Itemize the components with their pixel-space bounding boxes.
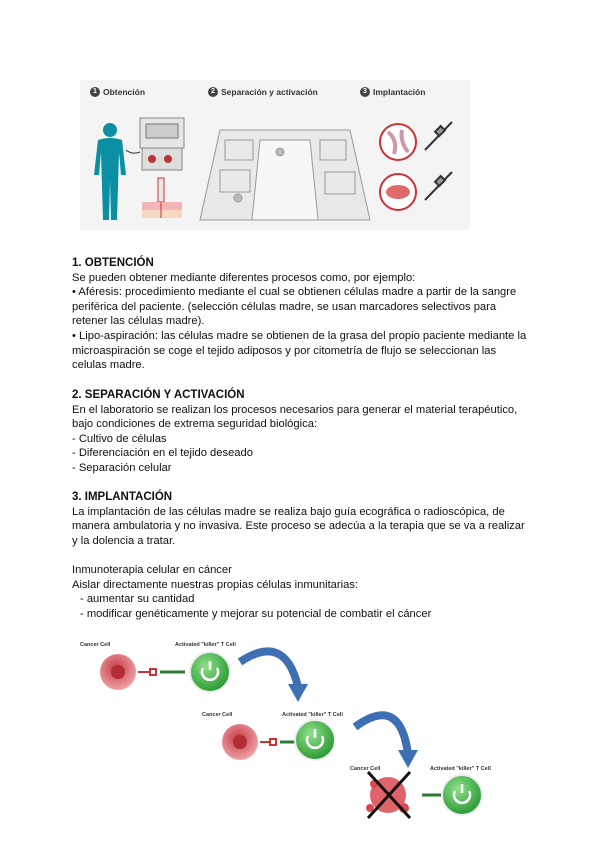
paragraph-line: periférica del paciente. (selección células madre, se usan marcadores selectivos para	[72, 300, 497, 313]
immunotherapy-illustration	[70, 632, 510, 832]
step-2-number: 2	[208, 87, 218, 97]
list-item: - modificar genéticamente y mejorar su potencial de combatir el cáncer	[80, 607, 432, 620]
patient-figure-icon	[94, 123, 126, 220]
laboratory-icon	[200, 130, 370, 220]
cancer-cell-label: Cancer Cell	[80, 642, 111, 648]
implantation-tissue-icon	[380, 174, 416, 210]
tcell-icon	[160, 652, 230, 692]
list-item: - Cultivo de células	[72, 432, 167, 445]
paragraph-line: • Lipo-aspiración: las células madre se obtienen de la grasa del propio paciente mediante la	[72, 329, 527, 342]
cancer-cell-icon	[222, 724, 258, 760]
implantation-knee-icon	[380, 124, 416, 160]
paragraph-line: manera ambulatoria y no invasiva. Este proceso se adecúa a la terapia que se va a realizar	[72, 520, 525, 533]
paragraph-line: celulas madre.	[72, 359, 145, 372]
step-1-number: 1	[90, 87, 100, 97]
cancer-cell-label: Cancer Cell	[350, 766, 381, 772]
heading-obtencion: 1. OBTENCIÓN	[72, 257, 154, 269]
list-item: - Separación celular	[72, 461, 172, 474]
tcell-icon	[280, 720, 335, 760]
heading-implantacion: 3. IMPLANTACIÓN	[72, 491, 173, 503]
receptor-icon	[138, 669, 156, 675]
tcell-label: Activated "killer" T Cell	[430, 766, 491, 772]
step-3-number: 3	[360, 87, 370, 97]
paragraph-line: microaspiración se coge el tejido adiposos y por citometría de flujo se seleccionan las	[72, 344, 497, 357]
cancer-cell-icon	[100, 654, 136, 690]
destroyed-cancer-cell-icon	[366, 772, 410, 818]
list-item: - aumentar su cantidad	[80, 593, 195, 606]
arrow-icon	[240, 651, 308, 702]
paragraph-line: y la dolencia a tratar.	[72, 534, 176, 547]
stem-cell-process-figure	[80, 80, 470, 230]
paragraph-line: La implantación de las células madre se realiza bajo guía ecográfica o radioscópica, de	[72, 505, 505, 518]
cancer-cell-label: Cancer Cell	[202, 712, 233, 718]
paragraph-line: Aislar directamente nuestras propias células inmunitarias:	[72, 578, 359, 591]
apheresis-machine-icon	[126, 118, 184, 170]
tcell-label: Activated "killer" T Cell	[175, 642, 236, 648]
process-illustration	[80, 80, 470, 230]
inmunoterapia-title: Inmunoterapia celular en cáncer	[72, 564, 232, 576]
tcell-icon	[422, 775, 482, 815]
lipo-aspiration-icon	[142, 178, 182, 218]
step-3-text: Implantación	[373, 87, 426, 97]
immunotherapy-figure	[70, 632, 510, 832]
tcell-label: Activated "killer" T Cell	[282, 712, 343, 718]
paragraph-line: retener las células madre).	[72, 315, 205, 328]
list-item: - Diferenciación en el tejido deseado	[72, 447, 253, 460]
paragraph-line: En el laboratorio se realizan los procesos necesarios para generar el material terapéutico,	[72, 403, 518, 416]
paragraph-line: bajo condiciones de extrema seguridad biológica:	[72, 418, 318, 431]
receptor-icon	[260, 739, 276, 745]
section-separacion	[72, 388, 532, 476]
paragraph-line: • Aféresis: procedimiento mediante el cual se obtienen células madre a partir de la sangre	[72, 286, 517, 299]
heading-separacion: 2. SEPARACIÓN Y ACTIVACIÓN	[72, 389, 245, 401]
step-2-text: Separación y activación	[221, 87, 318, 97]
section-obtencion	[72, 256, 532, 373]
arrow-icon	[355, 715, 418, 768]
syringe-icon	[425, 122, 452, 200]
section-inmunoterapia	[72, 563, 532, 621]
step-1-text: Obtención	[103, 87, 146, 97]
paragraph-line: Se pueden obtener mediante diferentes procesos como, por ejemplo:	[72, 271, 416, 284]
section-implantacion	[72, 490, 532, 548]
